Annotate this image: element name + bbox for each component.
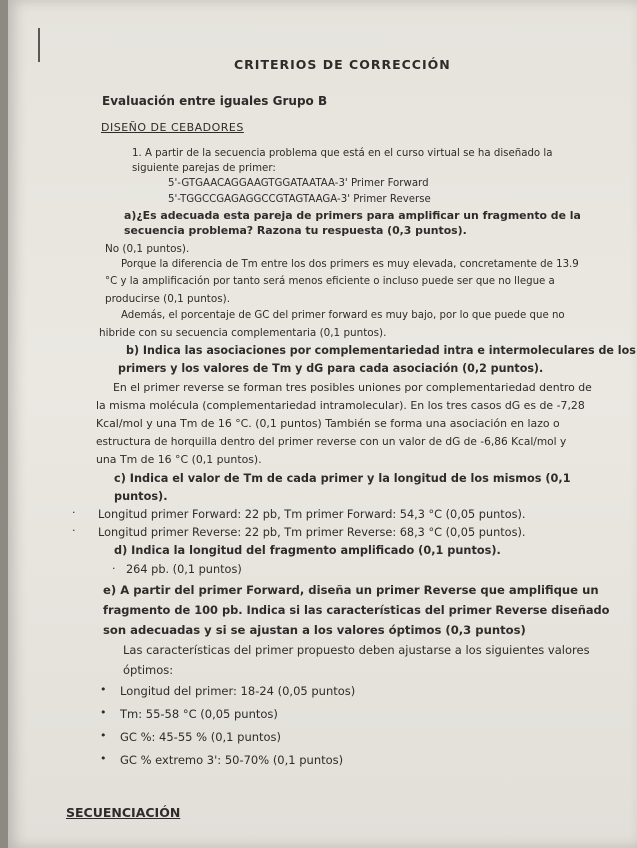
answer-text: la misma molécula (complementariedad intramolecular). En los tres casos dG es de -7,28	[96, 399, 585, 412]
answer-text: No (0,1 puntos).	[105, 243, 190, 255]
page-title: CRITERIOS DE CORRECCIÓN	[234, 57, 451, 72]
bullet-dot: ·	[112, 562, 116, 575]
answer-text: producirse (0,1 puntos).	[105, 293, 231, 305]
answer-text: Longitud primer Reverse: 22 pb, Tm primer Reverse: 68,3 °C (0,05 puntos).	[98, 526, 526, 539]
bullet-dot: ·	[72, 524, 76, 537]
question-1-intro: 1. A partir de la secuencia problema que está en el curso virtual se ha diseñado la	[132, 148, 553, 159]
answer-text: Porque la diferencia de Tm entre los dos primers es muy elevada, concretamente de 13.9	[121, 259, 579, 270]
bullet-dot: ·	[72, 506, 76, 519]
question-a-cont: secuencia problema? Razona tu respuesta (0,3 puntos).	[124, 224, 467, 237]
question-b: b) Indica las asociaciones por complementariedad intra e intermoleculares de los	[126, 344, 636, 357]
document-page	[8, 0, 637, 848]
margin-mark	[38, 28, 40, 62]
question-e-cont: son adecuadas y si se ajustan a los valores óptimos (0,3 puntos)	[103, 623, 526, 637]
section-heading-sequencing: SECUENCIACIÓN	[66, 805, 181, 820]
list-item: Longitud del primer: 18-24 (0,05 puntos)	[120, 684, 356, 698]
answer-text: En el primer reverse se forman tres posibles uniones por complementariedad dentro de	[113, 381, 592, 394]
section-heading-primers: DISEÑO DE CEBADORES	[101, 121, 244, 134]
primer-reverse-sequence: 5'-TGGCCGAGAGGCCGTAGTAAGA-3' Primer Reverse	[168, 194, 431, 205]
answer-text: óptimos:	[123, 663, 174, 677]
answer-text: una Tm de 16 °C (0,1 puntos).	[96, 453, 262, 466]
question-e-cont: fragmento de 100 pb. Indica si las características del primer Reverse diseñado	[103, 603, 610, 617]
answer-text: °C y la amplificación por tanto será menos eficiente o incluso puede ser que no llegue a	[105, 276, 555, 287]
primer-forward-sequence: 5'-GTGAACAGGAAGTGGATAATAA-3' Primer Forward	[168, 178, 429, 189]
question-c-cont: puntos).	[114, 490, 168, 503]
answer-text: Las características del primer propuesto deben ajustarse a los siguientes valores	[123, 643, 590, 657]
question-e: e) A partir del primer Forward, diseña un primer Reverse que amplifique un	[103, 583, 599, 597]
list-item: GC %: 45-55 % (0,1 puntos)	[120, 730, 282, 744]
answer-text: Además, el porcentaje de GC del primer forward es muy bajo, por lo que puede que no	[121, 310, 565, 321]
list-item: Tm: 55-58 °C (0,05 puntos)	[120, 707, 278, 721]
answer-text: 264 pb. (0,1 puntos)	[126, 563, 242, 576]
question-b-cont: primers y los valores de Tm y dG para cada asociación (0,2 puntos).	[118, 362, 544, 375]
document-subtitle: Evaluación entre iguales Grupo B	[102, 94, 328, 108]
question-d: d) Indica la longitud del fragmento amplificado (0,1 puntos).	[114, 544, 501, 557]
answer-text: Kcal/mol y una Tm de 16 °C. (0,1 puntos) También se forma una asociación en lazo o	[96, 417, 560, 430]
answer-text: hibride con su secuencia complementaria (0,1 puntos).	[99, 327, 387, 339]
question-a: a)¿Es adecuada esta pareja de primers para amplificar un fragmento de la	[124, 209, 581, 222]
text-line: siguiente parejas de primer:	[132, 163, 276, 174]
bullet-dot: •	[100, 752, 107, 765]
answer-text: Longitud primer Forward: 22 pb, Tm primer Forward: 54,3 °C (0,05 puntos).	[98, 508, 526, 521]
bullet-dot: •	[100, 729, 107, 742]
bullet-dot: •	[100, 683, 107, 696]
bullet-dot: •	[100, 706, 107, 719]
answer-text: estructura de horquilla dentro del primer reverse con un valor de dG de -6,86 Kcal/mol y	[96, 436, 567, 448]
list-item: GC % extremo 3': 50-70% (0,1 puntos)	[120, 753, 344, 767]
question-c: c) Indica el valor de Tm de cada primer y la longitud de los mismos (0,1	[114, 472, 571, 485]
